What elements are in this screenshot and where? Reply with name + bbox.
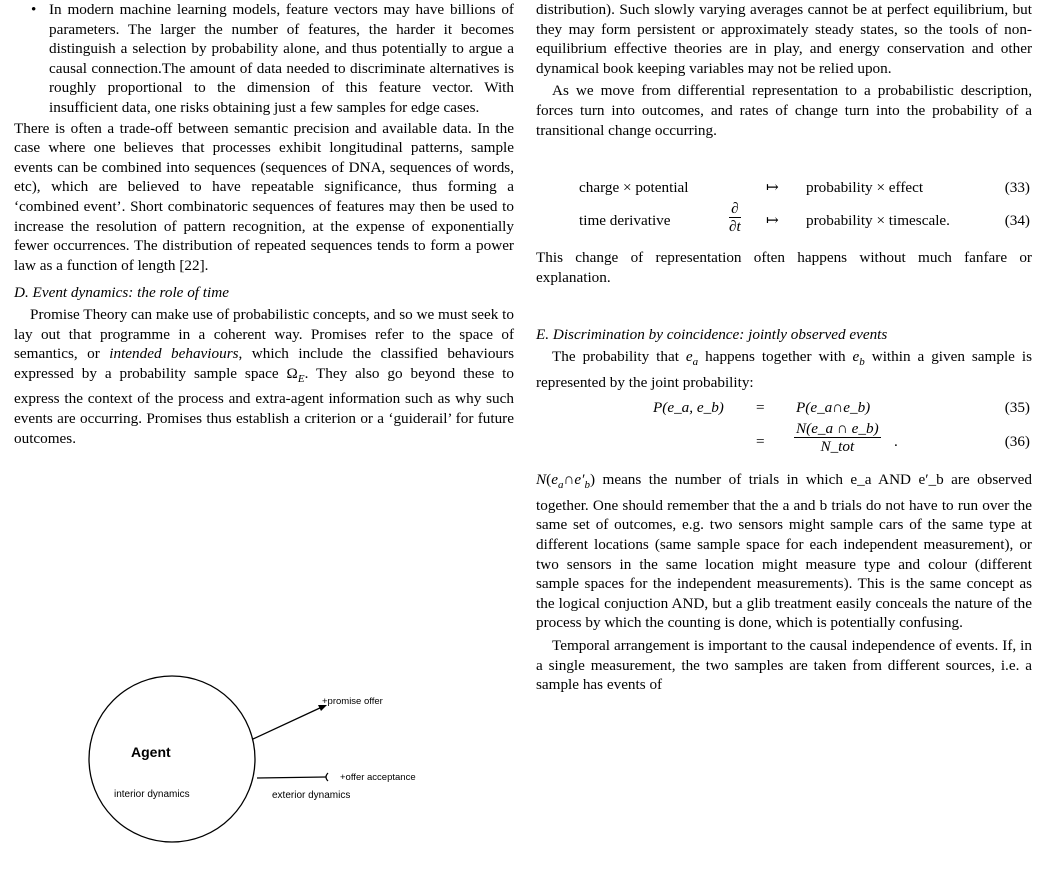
exterior-dynamics-label: exterior dynamics [272,790,351,801]
paragraph-promise-theory: Promise Theory can make use of probabilistic concepts, and so we must seek to lay out that programme in a coherent way. Promises refer to the space of semantics, or intended behaviours, which include the classified behaviours expressed by a probability sample space $\Omega_E$. They also go beyond these to express the context of the process and extra-agent information such as why such events are occurring. Promises thus establish a criterion or a ‘guiderail’ for future outcomes. [14,305,514,447]
equation-35: P(e_a, e_b) = P(e_a∩e_b) (35) [653,399,1030,417]
left-column [14,0,514,448]
acceptance-line [257,777,326,778]
promise-offer-label: +promise offer [322,696,383,707]
paragraph-steady-states: distribution). Such slowly varying averages cannot be at perfect equilibrium, but they may form persistent or approximately steady states, so the tools of non-equilibrium effective theories are in play, and energy conservation and other dynamical book keeping variables may not be relied upon. [536,1,1032,77]
agent-diagram [14,655,514,875]
paragraph-forces: As we move from differential representation to a probabilistic description, forces turn into outcomes, and rates of change turn into the probability of a transitional change occurring. [536,82,1032,139]
paragraph-representation-change: This change of representation often happens without much fanfare or explanation. [536,249,1032,286]
equation-number: (33) [1004,179,1030,197]
equation-number: (35) [1004,399,1030,417]
paragraph-trials: $N(e_a\cap e'_b)$ means the number of trials in which e_a AND e′_b are observed together. One should remember that the a and b trials do not have to run over the same set of outcomes, e.g. two sensors might sample cars of the same type at different locations (same sample space for each independent measurement), or two sensors in the same location might measure type and colour (different sample spaces for the independent measurements). This is the same concept as the logical conjuction AND, but a glib treatment easily conceals the nature of the process by which the counting is done, which is potentially confusing. [536,471,1032,632]
section-heading-d: D. Event dynamics: the role of time [14,284,229,302]
offer-arrow-line [253,707,322,739]
acceptance-receptor [326,773,328,781]
bullet-item [14,0,514,118]
paragraph-tradeoff: There is often a trade-off between semantic precision and available data. In the case where one believes that processes exhibit longitudinal patterns, sample events can be combined into sequences (sequences of DNA, sequences of words, etc), which are believed to have repeatable significance, thus forming a ‘combined event’. Short combinatoric sequences of features may then be used to increase the resolution of pattern recognition, at the expense of exponentially fewer occurrences. The distribution of repeated sequences tends to form a power law as a function of length [22]. [14,119,514,274]
equation-34: time derivative ∂ ∂t ↦ probability × timescale. (34) [579,200,1030,236]
offer-acceptance-label: +offer acceptance [340,772,416,783]
equation-36: = N(e_a ∩ e_b) N_tot . (36) [756,420,1030,456]
bullet-text: In modern machine learning models, feature vectors may have billions of parameters. The larger the number of features, the harder it becomes distinguish a selection by probability alone, and thus potentially to argue a causal connection.The amount of data needed to discriminate alternatives is roughly proportional to the dimension of this feature vector. With insufficient data, one risks obtaining just a few samples for edge cases. [49,1,514,116]
paragraph-temporal: Temporal arrangement is important to the causal independence of events. If, in a single measurement, the two samples are taken from different sources, i.e. a sample has events of [536,636,1032,694]
agent-label: Agent [131,744,171,760]
right-column [536,0,1032,695]
paragraph-joint-probability: The probability that $e_a$ happens together with $e_b$ within a given sample is represented by the joint probability: [536,347,1032,391]
interior-dynamics-label: interior dynamics [114,789,190,800]
emphasis-intended-behaviours: intended behaviours [109,345,239,363]
agent-circle [89,676,255,842]
equation-33: charge × potential ↦ probability × effect (33) [579,179,1030,197]
equation-number: (34) [1004,212,1030,230]
equation-number: (36) [1004,433,1030,451]
section-heading-e: E. Discrimination by coincidence: jointly observed events [536,326,888,344]
bullet-dot: • [31,1,37,18]
